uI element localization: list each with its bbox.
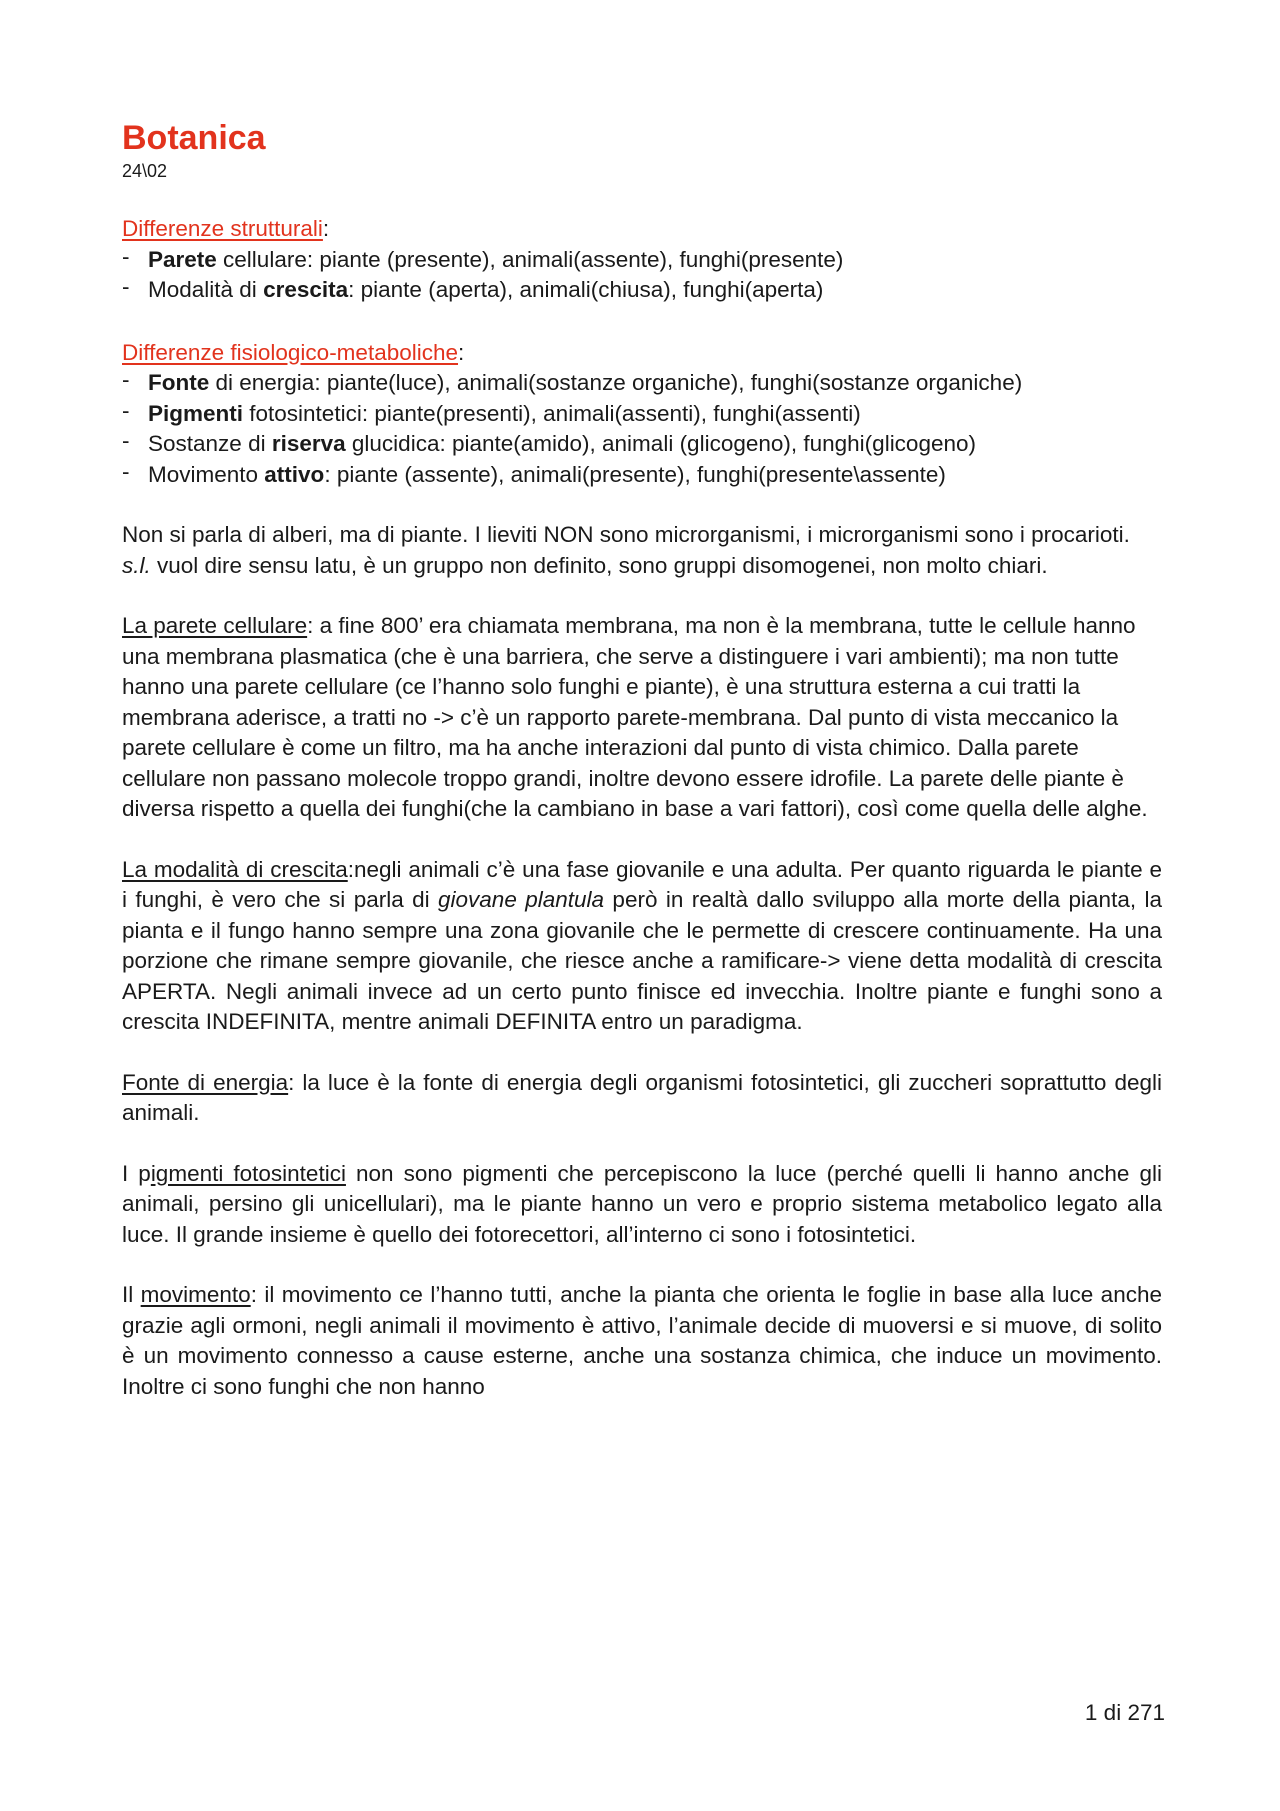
paragraph-text: : a fine 800’ era chiamata membrana, ma non è la membrana, tutte le cellule hanno una membrana plasmatica (che è una barriera, che serve a distinguere i vari ambienti); ma non tutte hanno una parete cellulare (ce l’hanno solo funghi e piante), è una struttura esterna a cui tratti la membrana aderisce, a tratti no -> c’è un rapporto parete-membrana. Dal punto di vista meccanico la parete cellulare è come un filtro, ma ha anche interazioni dal punto di vista chimico. Dalla parete cellulare non passano molecole troppo grandi, inoltre devono essere idrofile. La parete delle piante è diversa rispetto a quella dei funghi(che la cambiano in base a vari fattori), così come quella delle alghe.	[122, 613, 1148, 821]
list-item-text: : piante (aperta), animali(chiusa), funghi(aperta)	[348, 277, 824, 302]
physiological-list	[122, 368, 1162, 490]
list-item-pre: Sostanze di	[148, 431, 272, 456]
paragraph-italic: giovane plantula	[438, 887, 605, 912]
paragraph-label: Fonte di energia	[122, 1069, 289, 1095]
paragraph-text: Non si parla di alberi, ma di piante. I lieviti NON sono microrganismi, i microrganismi sono i procarioti.	[122, 522, 1130, 547]
list-item	[122, 429, 1162, 460]
list-item	[122, 275, 1162, 306]
paragraph-italic: s.l.	[122, 552, 151, 578]
list-item-pre: Modalità di	[148, 277, 264, 302]
list-item-pre: Movimento	[148, 461, 265, 487]
paragraph-intro	[122, 520, 1162, 581]
paragraph-label: igmenti fotosintetici	[150, 1160, 346, 1186]
document-date: 24\02	[122, 161, 168, 181]
list-item	[122, 399, 1162, 430]
list-item-bold: Pigmenti	[148, 400, 244, 426]
list-item-text: fotosintetici: piante(presenti), animali(assenti), funghi(assenti)	[243, 400, 861, 426]
list-item	[122, 368, 1162, 399]
document-title: Botanica	[122, 119, 266, 157]
list-item-bold: attivo	[264, 461, 325, 487]
paragraph-growth	[122, 855, 1162, 1038]
paragraph-energy	[122, 1068, 1162, 1129]
paragraph-text: : il movimento ce l’hanno tutti, anche la pianta che orienta le foglie in base alla luce anche grazie agli ormoni, negli animali il movimento è attivo, l’animale decide di muoversi e si muove, di solito è un movimento connesso a cause esterne, anche una sostanza chimica, che induce un movimento. Inoltre ci sono funghi che non hanno	[122, 1282, 1162, 1399]
list-item-text: glucidica: piante(amido), animali (glicogeno), funghi(glicogeno)	[345, 431, 976, 456]
list-item-bold: crescita	[263, 277, 349, 302]
list-item	[122, 245, 1162, 276]
list-item-bold: Parete	[148, 246, 217, 272]
document-page	[122, 118, 1162, 1402]
paragraph-text: però in realtà dallo sviluppo alla morte della pianta, la pianta e il fungo hanno sempre una zona giovanile che le permette di crescere continuamente. Ha una porzione che rimane sempre giovanile, che riesce anche a ramificare-> viene detta modalità di crescita APERTA. Negli animali invece ad un certo punto finisce ed invecchia. Inoltre piante e funghi sono a crescita INDEFINITA, mentre animali DEFINITA entro un paradigma.	[122, 887, 1162, 1034]
paragraph-pre: I p	[122, 1160, 151, 1186]
section-heading-structural-label: Differenze strutturali	[122, 216, 323, 241]
list-item	[122, 460, 1162, 491]
page-number: 1 di 271	[1084, 1700, 1165, 1725]
section-heading-structural: Differenze strutturali:	[122, 216, 330, 241]
list-item-bold: Fonte	[148, 370, 210, 395]
list-item-text: cellulare: piante (presente), animali(assente), funghi(presente)	[216, 246, 844, 272]
paragraph-pigments	[122, 1159, 1162, 1251]
paragraph-movement	[122, 1280, 1162, 1402]
paragraph-text: vuol dire sensu latu, è un gruppo non definito, sono gruppi disomogenei, non molto chiari.	[150, 552, 1048, 578]
structural-list	[122, 245, 1162, 306]
section-heading-physiological-label: Differenze fisiologico-metaboliche	[122, 339, 459, 365]
paragraph-label: La parete cellulare	[122, 613, 308, 638]
list-item-bold: riserva	[271, 431, 346, 456]
paragraph-pre: Il	[122, 1282, 141, 1307]
section-heading-physiological: Differenze fisiologico-metaboliche:	[122, 339, 465, 365]
paragraph-label: movimento	[140, 1282, 251, 1307]
paragraph-label: La modalità di crescita	[122, 856, 348, 882]
list-item-text: : piante (assente), animali(presente), funghi(presente\assente)	[324, 461, 946, 487]
paragraph-text: : la luce è la fonte di energia degli organismi fotosintetici, gli zuccheri soprattutto degli animali.	[122, 1069, 1162, 1125]
paragraph-cell-wall	[122, 611, 1162, 825]
paragraph-text: non sono pigmenti che percepiscono la luce (perché quelli li hanno anche gli animali, persino gli unicellulari), ma le piante hanno un vero e proprio sistema metabolico legato alla luce. Il grande insieme è quello dei fotorecettori, all’interno ci sono i fotosintetici.	[122, 1160, 1162, 1247]
list-item-text: di energia: piante(luce), animali(sostanze organiche), funghi(sostanze organiche)	[209, 370, 1023, 395]
paragraph-text: :negli animali c’è una fase giovanile e una adulta. Per quanto riguarda le piante e i funghi, è vero che si parla di	[122, 856, 1162, 912]
